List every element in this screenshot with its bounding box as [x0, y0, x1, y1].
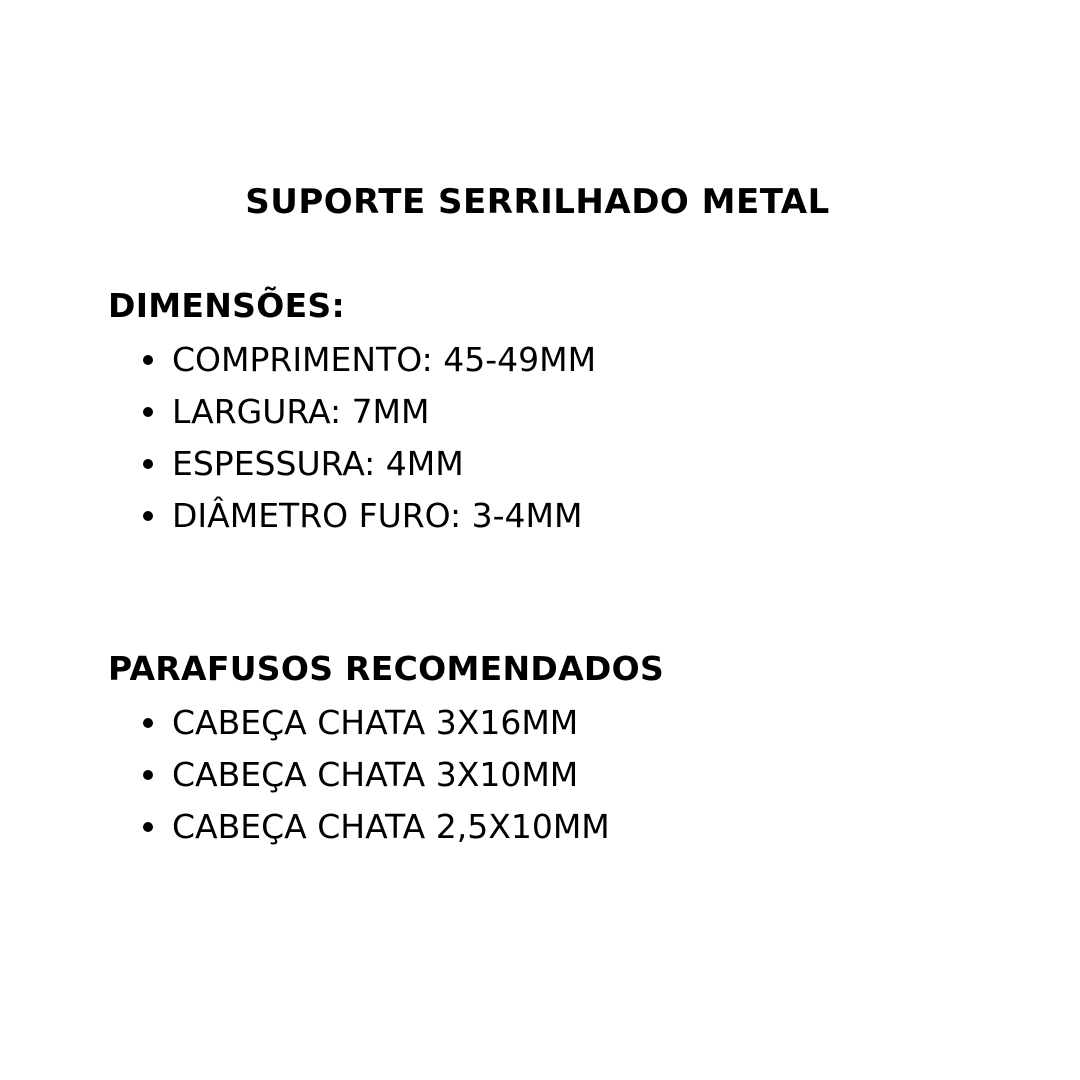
page-title: SUPORTE SERRILHADO METAL	[245, 182, 830, 222]
spec-text: CABEÇA CHATA 3X10MM	[172, 755, 579, 794]
list-item	[108, 490, 1008, 542]
bullet-icon	[143, 355, 153, 365]
spec-text: CABEÇA CHATA 2,5X10MM	[172, 807, 610, 846]
bullet-icon	[143, 822, 153, 832]
bullet-icon	[143, 511, 153, 521]
list-item	[108, 334, 1008, 386]
screws-heading: PARAFUSOS RECOMENDADOS	[108, 649, 665, 688]
bullet-icon	[143, 459, 153, 469]
list-item	[108, 749, 1008, 801]
screws-list	[108, 697, 1008, 853]
dimensions-heading: DIMENSÕES:	[108, 286, 345, 325]
list-item	[108, 697, 1008, 749]
screws-section	[108, 645, 1008, 853]
spec-text: LARGURA: 7MM	[172, 392, 430, 431]
list-item	[108, 386, 1008, 438]
list-item	[108, 438, 1008, 490]
spec-text: DIÂMETRO FURO: 3-4MM	[172, 496, 583, 535]
bullet-icon	[143, 770, 153, 780]
bullet-icon	[143, 718, 153, 728]
dimensions-section	[108, 282, 1008, 542]
spec-text: ESPESSURA: 4MM	[172, 444, 464, 483]
spec-text: COMPRIMENTO: 45-49MM	[172, 340, 597, 379]
spec-text: CABEÇA CHATA 3X16MM	[172, 703, 579, 742]
list-item	[108, 801, 1008, 853]
bullet-icon	[143, 407, 153, 417]
dimensions-list	[108, 334, 1008, 542]
